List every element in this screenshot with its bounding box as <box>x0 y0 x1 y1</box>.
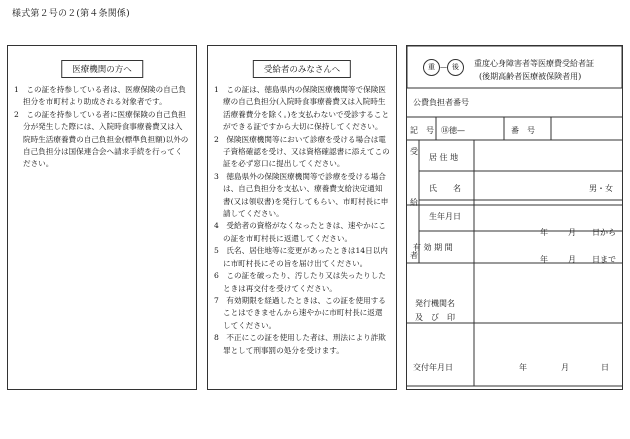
issue-date-month: 月 <box>561 363 569 372</box>
recipient-label-3: 者 <box>410 251 418 260</box>
issue-date-day: 日 <box>601 363 609 372</box>
validity-label: 有 効 期 間 <box>413 243 453 252</box>
recipient-label-1: 受 <box>410 147 418 156</box>
recipient-label-2: 給 <box>410 198 418 207</box>
issuer-label-1: 発行機関名 <box>415 299 455 308</box>
notice-item: 4 受給者の資格がなくなったときは、速やかにこの証を市町村長に返還してください。 <box>214 221 386 243</box>
record-code: 徳— <box>449 126 465 135</box>
issue-date-label: 交付年月日 <box>413 363 453 372</box>
issuer-label-2: 及 び 印 <box>415 313 455 322</box>
badge-dash: — <box>440 63 447 71</box>
notice-item: 6 この証を破ったり、汚したり又は失ったりしたときは再交付を受けてください。 <box>214 271 386 293</box>
notice-item: 2 この証を持参している者に医療保険の自己負担分が発生した際には、入院時食事療養費又は入院時生活療養費の自己負担金(標準負担額)以外の自己負担分は国保連合会へ請求手続を行ってください。 <box>14 109 189 169</box>
notice-item: 2 保険医療機関等において診療を受ける場合は電子資格確認を受け、又は資格確認書に添えてこの証を必ず窓口に提出してください。 <box>214 134 390 169</box>
panel-institutions <box>7 45 197 390</box>
panel-recipients <box>207 45 397 390</box>
notice-item: 5 氏名、居住地等に変更があったときは14日以内に市町村長にその旨を届け出てください。 <box>214 246 388 268</box>
residence-label: 居 住 地 <box>429 153 459 162</box>
validity-to-year: 年 <box>540 255 548 264</box>
payer-number-label: 公費負担者番号 <box>413 98 469 107</box>
form-number: 様式第２号の２(第４条関係) <box>12 9 130 19</box>
validity-from-year: 年 <box>540 228 548 237</box>
panel-institutions-body <box>14 84 190 171</box>
validity-to-month: 月 <box>568 255 576 264</box>
sex-field: 男・女 <box>589 184 613 193</box>
card-title-1: 重度心身障害者等医療費受給者証 <box>474 59 594 68</box>
dob-label: 生年月日 <box>429 212 461 221</box>
issue-date-year: 年 <box>519 363 527 372</box>
badge-kou-circle-icon: 後 <box>447 59 464 76</box>
number-label: 番 号 <box>511 126 535 135</box>
panel-recipients-body <box>214 84 390 357</box>
validity-from-month: 月 <box>568 228 576 237</box>
certificate-card <box>406 45 623 390</box>
panel-recipients-title: 受給者のみなさんへ <box>253 60 351 78</box>
notice-item: 1 この証は、徳島県内の保険医療機関等で保険医療の自己負担分(入院時食事療養費又は入院時生活療養費分を除く。)を支払わないで受診することができる証ですから大切に保持してください。 <box>214 85 390 132</box>
notice-item: 3 徳島県外の保険医療機関等で診療を受ける場合は、自己負担分を支払い、療養費支給決定通知書(又は領収書)を発行してもらい、市町村長に申請してください。 <box>214 171 389 219</box>
notice-item: 1 この証を持参している者は、医療保険の自己負担分を市町村より助成される対象者です。 <box>14 85 186 107</box>
badge-circle-icon: 重 <box>423 59 440 76</box>
card-title-2: (後期高齢者医療被保険者用) <box>479 72 582 81</box>
panel-institutions-title: 医療機関の方へ <box>61 60 143 78</box>
validity-from-day: 日から <box>592 228 616 237</box>
record-value <box>441 125 465 136</box>
notice-item: 7 有効期限を経過したときは、この証を使用することはできませんから速やかに市町村長に返還してください。 <box>214 295 386 330</box>
name-label: 氏 名 <box>429 184 461 193</box>
record-circle-icon: ⑱ <box>441 126 449 135</box>
validity-to-day: 日まで <box>592 255 616 264</box>
notice-item: 8 不正にこの証を使用した者は、刑法により詐欺罪として刑事罰の処分を受けます。 <box>214 333 386 355</box>
record-label: 記 号 <box>410 126 434 135</box>
badge-row <box>423 59 464 76</box>
